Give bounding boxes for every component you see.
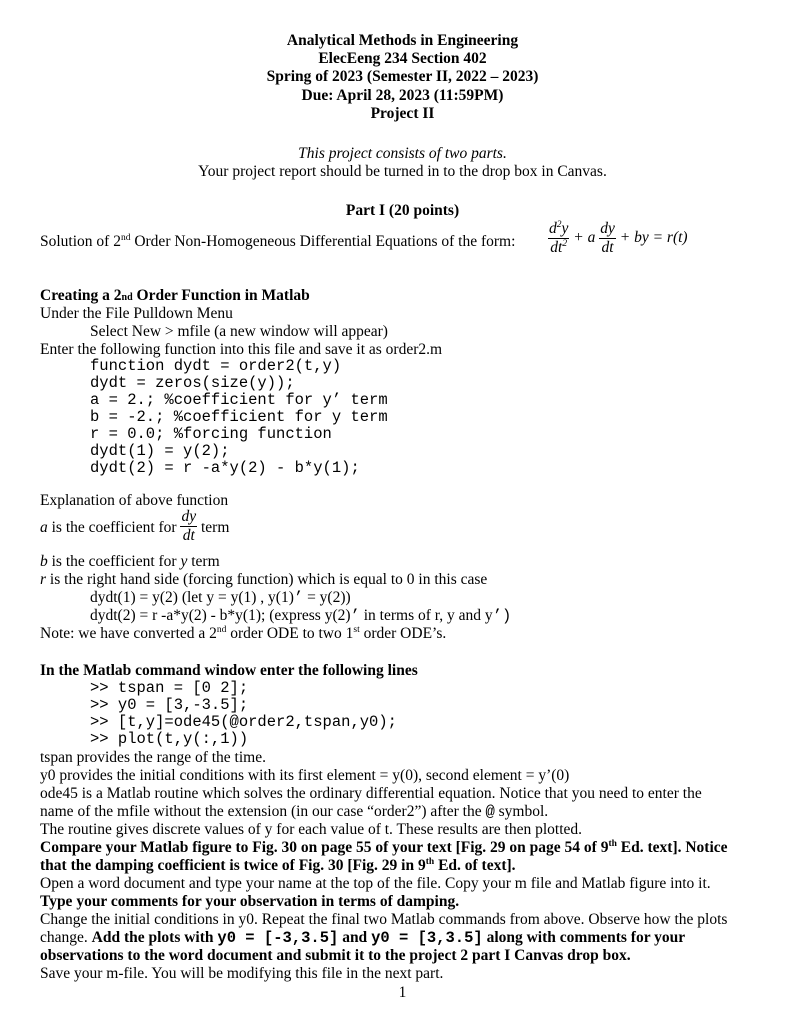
routine-desc: The routine gives discrete values of y for each value of t. These results are then plotted. <box>40 821 583 838</box>
intro-consists: This project consists of two parts. <box>298 145 507 162</box>
eq-first-derivative: $\frac{dy}{dt}$ <box>600 220 615 256</box>
explanation-heading: Explanation of above function <box>40 492 229 509</box>
command-line: >> [t,y]=ode45(@order2,tspan,y0); <box>90 713 397 731</box>
tspan-desc: tspan provides the range of the time. <box>40 749 266 766</box>
enter-function-line: Enter the following function into this file and save it as order2.m <box>40 341 443 358</box>
dy-dt-fraction: $\frac{dy}{dt}$ <box>181 508 197 544</box>
ode45-desc-1: ode45 is a Matlab routine which solves the ordinary differential equation. Notice that you need to enter the <box>40 785 702 802</box>
file-menu-line: Under the File Pulldown Menu <box>40 305 233 322</box>
intro-report: Your project report should be turned in to the drop box in Canvas. <box>198 163 607 180</box>
add-plots-line: change. Add the plots with y0 = [-3,3.5] and y0 = [3,3.5] along with comments for your <box>40 929 686 947</box>
part1-heading: Part I (20 points) <box>345 202 460 219</box>
command-line: >> y0 = [3,-3.5]; <box>90 696 249 714</box>
eq-second-derivative: $\frac{d^2y}{dt^2}$ <box>549 220 569 256</box>
code-line: r = 0.0; %forcing function <box>90 425 332 443</box>
command-line: >> plot(t,y(:,1)) <box>90 730 249 748</box>
compare-line-2: that the damping coefficient is twice of Fig. 30 [Fig. 29 in 9th Ed. of text]. <box>40 857 516 874</box>
explanation-b: b is the coefficient for y term <box>40 553 220 570</box>
code-line: b = -2.; %coefficient for y term <box>90 408 388 426</box>
code-line: dydt(2) = r -a*y(2) - b*y(1); <box>90 459 360 477</box>
save-line: Save your m-file. You will be modifying this file in the next part. <box>40 965 444 982</box>
y0-desc: y0 provides the initial conditions with its first element = y(0), second element = y’(0) <box>40 767 570 784</box>
due-date: Due: April 28, 2023 (11:59PM) <box>301 87 504 104</box>
creating-heading: Creating a 2nd Order Function in Matlab <box>40 287 310 304</box>
explanation-note: Note: we have converted a 2nd order ODE to two 1st order ODE’s. <box>40 625 447 642</box>
command-heading: In the Matlab command window enter the following lines <box>40 662 418 679</box>
code-line: dydt(1) = y(2); <box>90 442 230 460</box>
word-doc-line: Open a word document and type your name at the top of the file. Copy your m file and Matlab figure into it. <box>40 875 711 892</box>
explanation-a: a is the coefficient for $\frac{dy}{dt}$ term <box>40 508 230 544</box>
command-line: >> tspan = [0 2]; <box>90 679 249 697</box>
solution-line: Solution of 2nd Order Non-Homogeneous Differential Equations of the form: <box>40 233 516 250</box>
semester: Spring of 2023 (Semester II, 2022 – 2023) <box>266 68 539 85</box>
code-line: dydt = zeros(size(y)); <box>90 374 295 392</box>
select-new-line: Select New > mfile (a new window will appear) <box>90 323 388 340</box>
type-comments-line: Type your comments for your observation in terms of damping. <box>40 893 460 910</box>
page-number: 1 <box>398 984 407 1001</box>
ode-equation: $\frac{d^2y}{dt^2}$ + a $\frac{dy}{dt}$ + by = r(t) <box>549 220 688 256</box>
code-line: function dydt = order2(t,y) <box>90 357 342 375</box>
explanation-r: r is the right hand side (forcing function) which is equal to 0 in this case <box>40 571 488 588</box>
explanation-dydt2: dydt(2) = r -a*y(2) - b*y(1); (express y(2)’ in terms of r, y and y’) <box>90 607 512 625</box>
course-code: ElecEeng 234 Section 402 <box>318 50 487 67</box>
compare-line-1: Compare your Matlab figure to Fig. 30 on page 55 of your text [Fig. 29 on page 54 of 9th Ed. text]. Notice <box>40 839 728 856</box>
ode45-desc-2: name of the mfile without the extension (in our case “order2”) after the @ symbol. <box>40 803 549 821</box>
change-ic-line: Change the initial conditions in y0. Repeat the final two Matlab commands from above. Observe how the plots <box>40 911 728 928</box>
course-title: Analytical Methods in Engineering <box>286 32 519 49</box>
project-title: Project II <box>370 105 435 122</box>
code-line: a = 2.; %coefficient for y’ term <box>90 391 388 409</box>
explanation-dydt1: dydt(1) = y(2) (let y = y(1) , y(1)’ = y(2)) <box>90 589 351 607</box>
add-plots-line-2: observations to the word document and submit it to the project 2 part I Canvas drop box. <box>40 947 631 964</box>
